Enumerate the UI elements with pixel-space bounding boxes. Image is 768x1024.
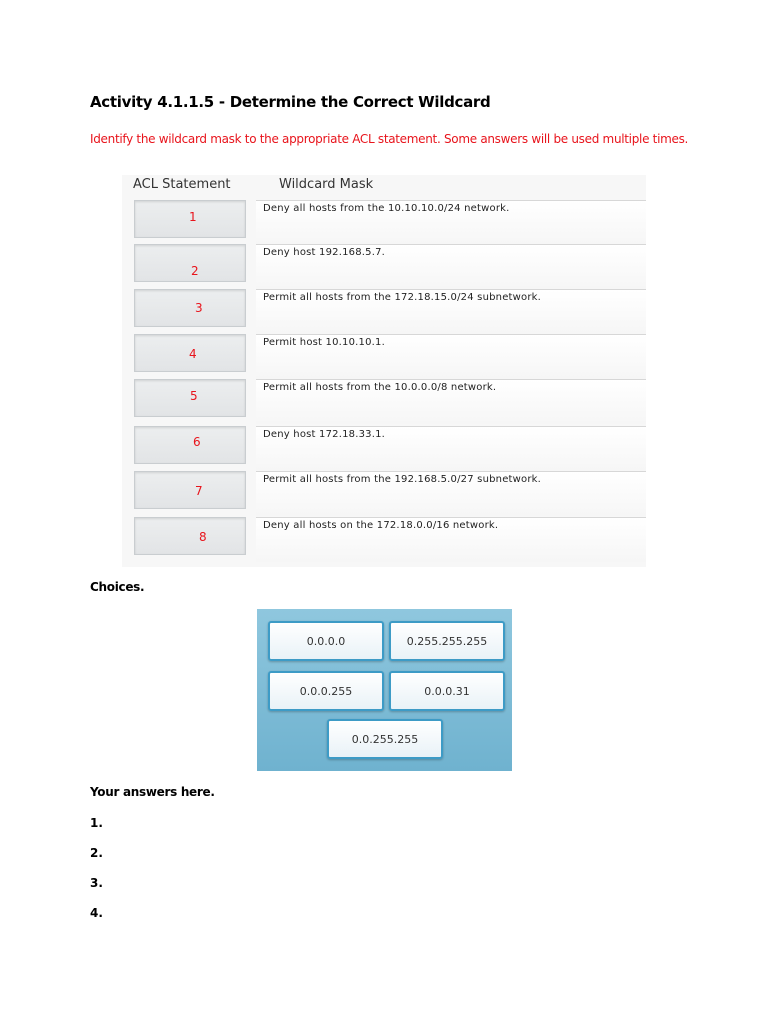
choice-button[interactable]: 0.0.0.0: [268, 621, 384, 661]
drop-slot-5[interactable]: [134, 379, 246, 417]
acl-statement-text: Permit all hosts from the 192.168.5.0/27 subnetwork.: [263, 474, 542, 485]
instruction-text: Identify the wildcard mask to the appropriate ACL statement. Some answers will be used multiple times.: [90, 132, 689, 146]
slot-number: 6: [193, 435, 201, 449]
acl-activity-panel: [122, 175, 646, 567]
acl-row: [122, 244, 646, 289]
slot-number: 1: [189, 210, 197, 224]
answer-line: 2.: [90, 846, 103, 860]
answer-line: 4.: [90, 906, 103, 920]
drop-slot-3[interactable]: [134, 289, 246, 327]
statement-cell: [256, 426, 646, 471]
drop-slot-4[interactable]: [134, 334, 246, 372]
drop-slot-1[interactable]: [134, 200, 246, 238]
acl-statement-text: Permit host 10.10.10.1.: [263, 337, 385, 348]
statement-cell: [256, 517, 646, 562]
acl-statement-text: Permit all hosts from the 172.18.15.0/24 subnetwork.: [263, 292, 542, 303]
slot-number: 4: [189, 347, 197, 361]
slot-number: 2: [191, 264, 199, 278]
acl-row: [122, 200, 646, 245]
acl-statement-text: Deny host 192.168.5.7.: [263, 247, 386, 258]
acl-statement-text: Deny host 172.18.33.1.: [263, 429, 386, 440]
acl-statement-text: Deny all hosts on the 172.18.0.0/16 network.: [263, 520, 499, 531]
acl-statement-text: Permit all hosts from the 10.0.0.0/8 network.: [263, 382, 497, 393]
answer-line: 1.: [90, 816, 103, 830]
answers-label: Your answers here.: [90, 785, 215, 799]
statement-cell: [256, 379, 646, 424]
slot-number: 7: [195, 484, 203, 498]
drop-slot-2[interactable]: [134, 244, 246, 282]
acl-row: [122, 426, 646, 471]
page-title: Activity 4.1.1.5 - Determine the Correct Wildcard: [90, 93, 491, 111]
statement-cell: [256, 334, 646, 379]
drop-slot-7[interactable]: [134, 471, 246, 509]
slot-number: 3: [195, 301, 203, 315]
slot-number: 5: [190, 389, 198, 403]
acl-row: [122, 471, 646, 516]
choice-button[interactable]: 0.0.0.255: [268, 671, 384, 711]
acl-row: [122, 379, 646, 424]
choices-label: Choices.: [90, 580, 145, 594]
choices-panel: [257, 609, 512, 771]
drop-slot-8[interactable]: [134, 517, 246, 555]
choice-button[interactable]: 0.255.255.255: [389, 621, 505, 661]
statement-cell: [256, 289, 646, 334]
acl-row: [122, 517, 646, 562]
slot-number: 8: [199, 530, 207, 544]
statement-cell: [256, 200, 646, 245]
drop-slot-6[interactable]: [134, 426, 246, 464]
statement-cell: [256, 471, 646, 516]
acl-row: [122, 334, 646, 379]
choice-button[interactable]: 0.0.255.255: [327, 719, 443, 759]
acl-statement-header: ACL Statement: [133, 177, 231, 192]
acl-row: [122, 289, 646, 334]
choice-button[interactable]: 0.0.0.31: [389, 671, 505, 711]
statement-cell: [256, 244, 646, 289]
wildcard-mask-header: Wildcard Mask: [279, 177, 374, 192]
answer-line: 3.: [90, 876, 103, 890]
acl-statement-text: Deny all hosts from the 10.10.10.0/24 network.: [263, 203, 510, 214]
